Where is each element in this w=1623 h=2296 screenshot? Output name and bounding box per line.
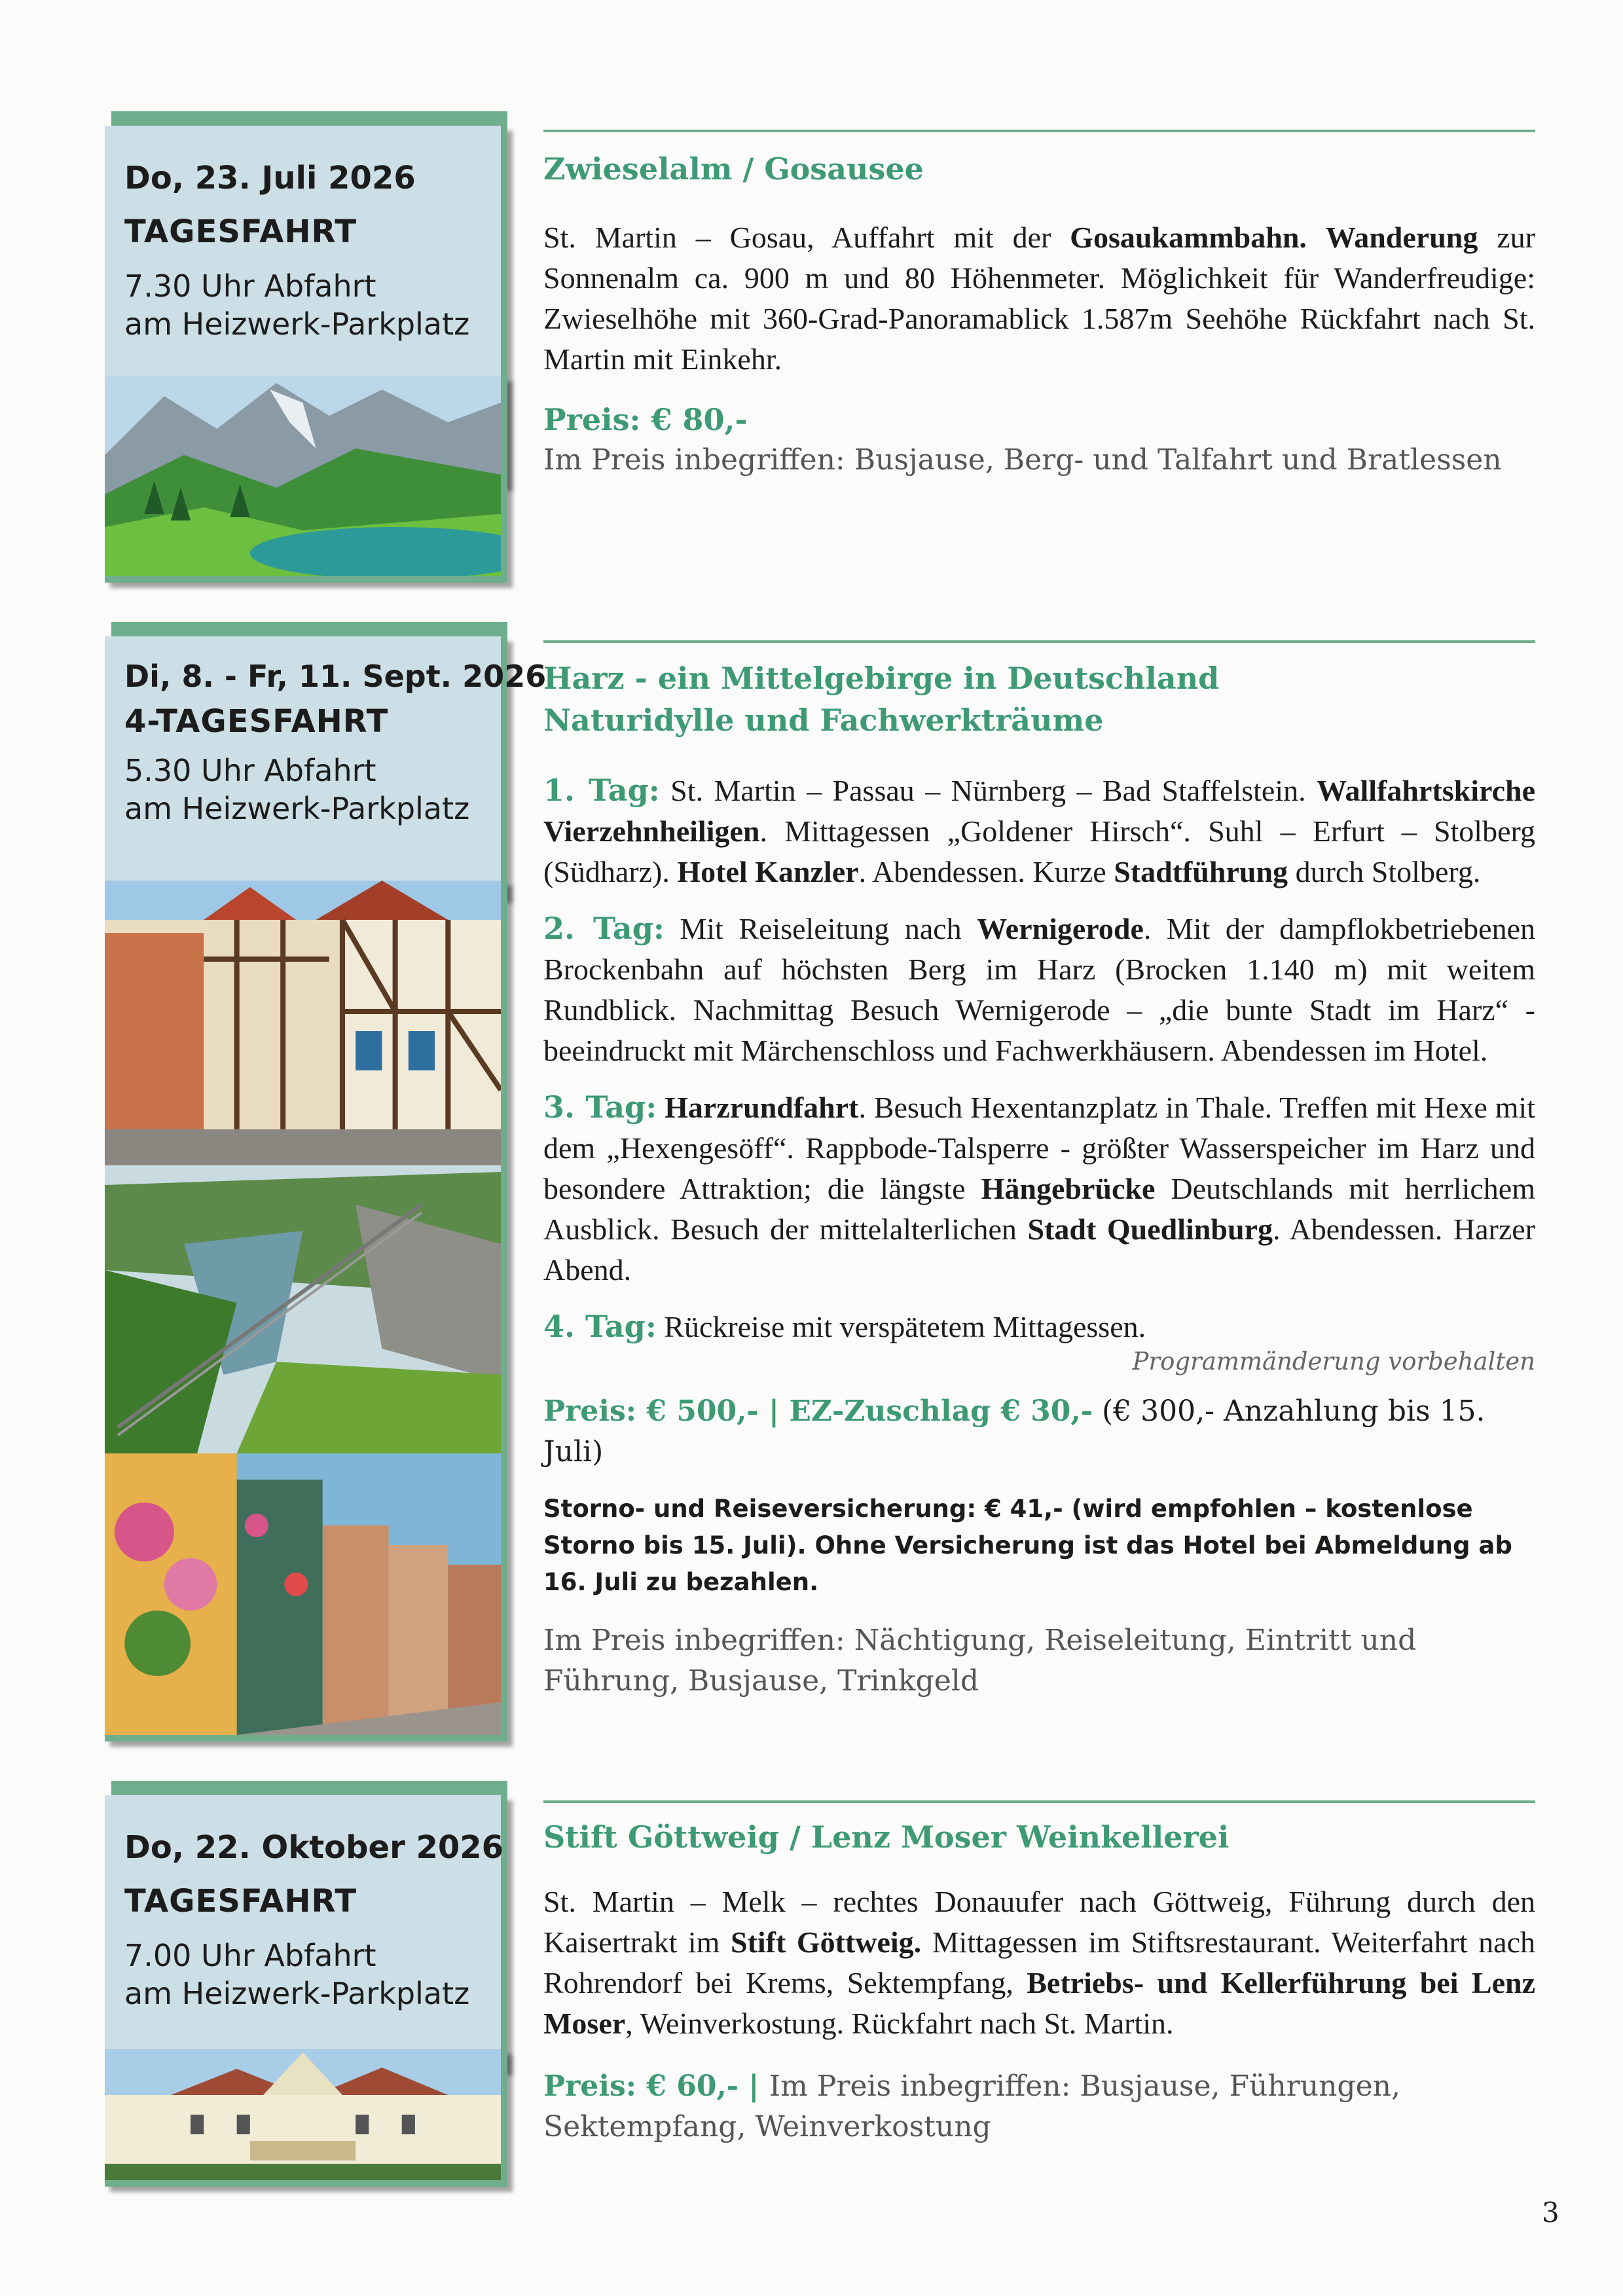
trip-price: Preis: € 80,- <box>543 402 748 437</box>
suspension-bridge-photo <box>105 1165 501 1453</box>
trip-section-3 <box>105 1781 1535 2187</box>
section-accent-bar <box>111 622 507 636</box>
departure-place: am Heizwerk-Parkplatz <box>124 306 470 342</box>
trip-title: Zwieselalm / Gosausee <box>543 151 924 187</box>
alpine-lake-photo <box>105 376 501 576</box>
trip-date: Do, 23. Juli 2026 <box>124 160 416 196</box>
departure-time: 5.30 Uhr Abfahrt <box>124 753 376 788</box>
flower-houses-photo <box>105 1453 501 1735</box>
section-accent-bar <box>111 1781 507 1795</box>
section-accent-bar <box>111 111 507 126</box>
departure-time: 7.30 Uhr Abfahrt <box>124 268 376 304</box>
trip-type: 4-TAGESFAHRT <box>124 703 389 740</box>
trip-included: Im Preis inbegriffen: Nächtigung, Reiseleitung, Eintritt und Führung, Busjause, Trinkgeld <box>543 1624 1417 1698</box>
trip-description: St. Martin – Gosau, Auffahrt mit der Gosaukammbahn. Wanderung zur Sonnenalm ca. 900 m und 80 Höhenmeter. Möglichkeit für Wanderfreudige: Zwieselhöhe mit 360-Grad-Panoramablick 1.587m Seehöhe Rückfahrt nach St. Martin mit Einkehr. <box>543 221 1535 376</box>
itinerary-day-2: 2. Tag: Mit Reiseleitung nach Wernigerode. Mit der dampflokbetriebenen Brockenbahn auf höchsten Berg im Harz (Brocken 1.140 m) mit weitem Rundblick. Nachmittag Besuch Wernigerode – „die bunte Stadt im Harz“ - beeindruckt mit Märchenschloss und Fachwerkhäusern. Abendessen im Hotel. <box>543 911 1535 1067</box>
half-timbered-street-photo <box>105 881 501 1165</box>
itinerary-day-3: 3. Tag: Harzrundfahrt. Besuch Hexentanzplatz in Thale. Treffen mit Hexe mit dem „Hexengesöff“. Rappbode-Talsperre - größter Wasserspeicher im Harz und besondere Attraktion; die längste Hängebrücke Deutschlands mit herrlichem Ausblick. Besuch der mittelalterlichen Stadt Quedlinburg. Abendessen. Harzer Abend. <box>543 1089 1535 1286</box>
departure-place: am Heizwerk-Parkplatz <box>124 791 470 826</box>
departure-time: 7.00 Uhr Abfahrt <box>124 1938 376 1973</box>
trip-section-1 <box>105 111 1535 583</box>
trip-section-2 <box>105 622 1535 1741</box>
trip-type: TAGESFAHRT <box>124 1883 357 1920</box>
winery-building-photo <box>105 2049 501 2180</box>
trip-type: TAGESFAHRT <box>124 213 357 250</box>
trip-date: Do, 22. Oktober 2026 <box>124 1829 504 1866</box>
trip-info-box <box>105 636 547 898</box>
insurance-note: Storno- und Reiseversicherung: € 41,- (wird empfohlen – kostenlose Storno bis 15. Juli). Ohne Versicherung ist das Hotel bei Abmeldung ab 16. Juli zu bezahlen. <box>543 1495 1512 1596</box>
trip-included: Im Preis inbegriffen: Busjause, Berg- und Talfahrt und Bratlessen <box>543 443 1502 477</box>
trip-title: Stift Göttweig / Lenz Moser Weinkellerei <box>543 1819 1230 1855</box>
trip-price: Preis: € 500,- | EZ-Zuschlag € 30,- (€ 300,- Anzahlung bis 15. Juli) <box>543 1394 1486 1468</box>
trip-description: St. Martin – Melk – rechtes Donauufer nach Göttweig, Führung durch den Kaisertrakt im Stift Göttweig. Mittagessen im Stiftsrestaurant. Weiterfahrt nach Rohrendorf bei Krems, Sektempfang, Betriebs- und Kellerführung bei Lenz Moser, Weinverkostung. Rückfahrt nach St. Martin. <box>543 1885 1535 2040</box>
title-rule <box>543 1800 1535 1803</box>
departure-place: am Heizwerk-Parkplatz <box>124 1976 470 2011</box>
itinerary-day-1: 1. Tag: St. Martin – Passau – Nürnberg – Bad Staffelstein. Wallfahrtskirche Vierzehnheiligen. Mittagessen „Goldener Hirsch“. Suhl – Erfurt – Stolberg (Südharz). Hotel Kanzler. Abendessen. Kurze Stadtführung durch Stolberg. <box>543 773 1535 888</box>
title-rule <box>543 130 1535 132</box>
itinerary-day-4: 4. Tag: Rückreise mit verspätetem Mittagessen. <box>543 1309 1146 1344</box>
trip-date: Di, 8. - Fr, 11. Sept. 2026 <box>124 659 547 694</box>
trip-info-box <box>105 1795 507 2070</box>
page-number: 3 <box>1542 2196 1559 2229</box>
trip-price-included: Preis: € 60,- | Im Preis inbegriffen: Busjause, Führungen, Sektempfang, Weinverkostung <box>543 2069 1400 2143</box>
trip-title: Harz - ein Mittelgebirge in Deutschland Naturidylle und Fachwerkträume <box>543 661 1220 738</box>
title-rule <box>543 640 1535 643</box>
program-note: Programmänderung vorbehalten <box>1132 1347 1535 1376</box>
